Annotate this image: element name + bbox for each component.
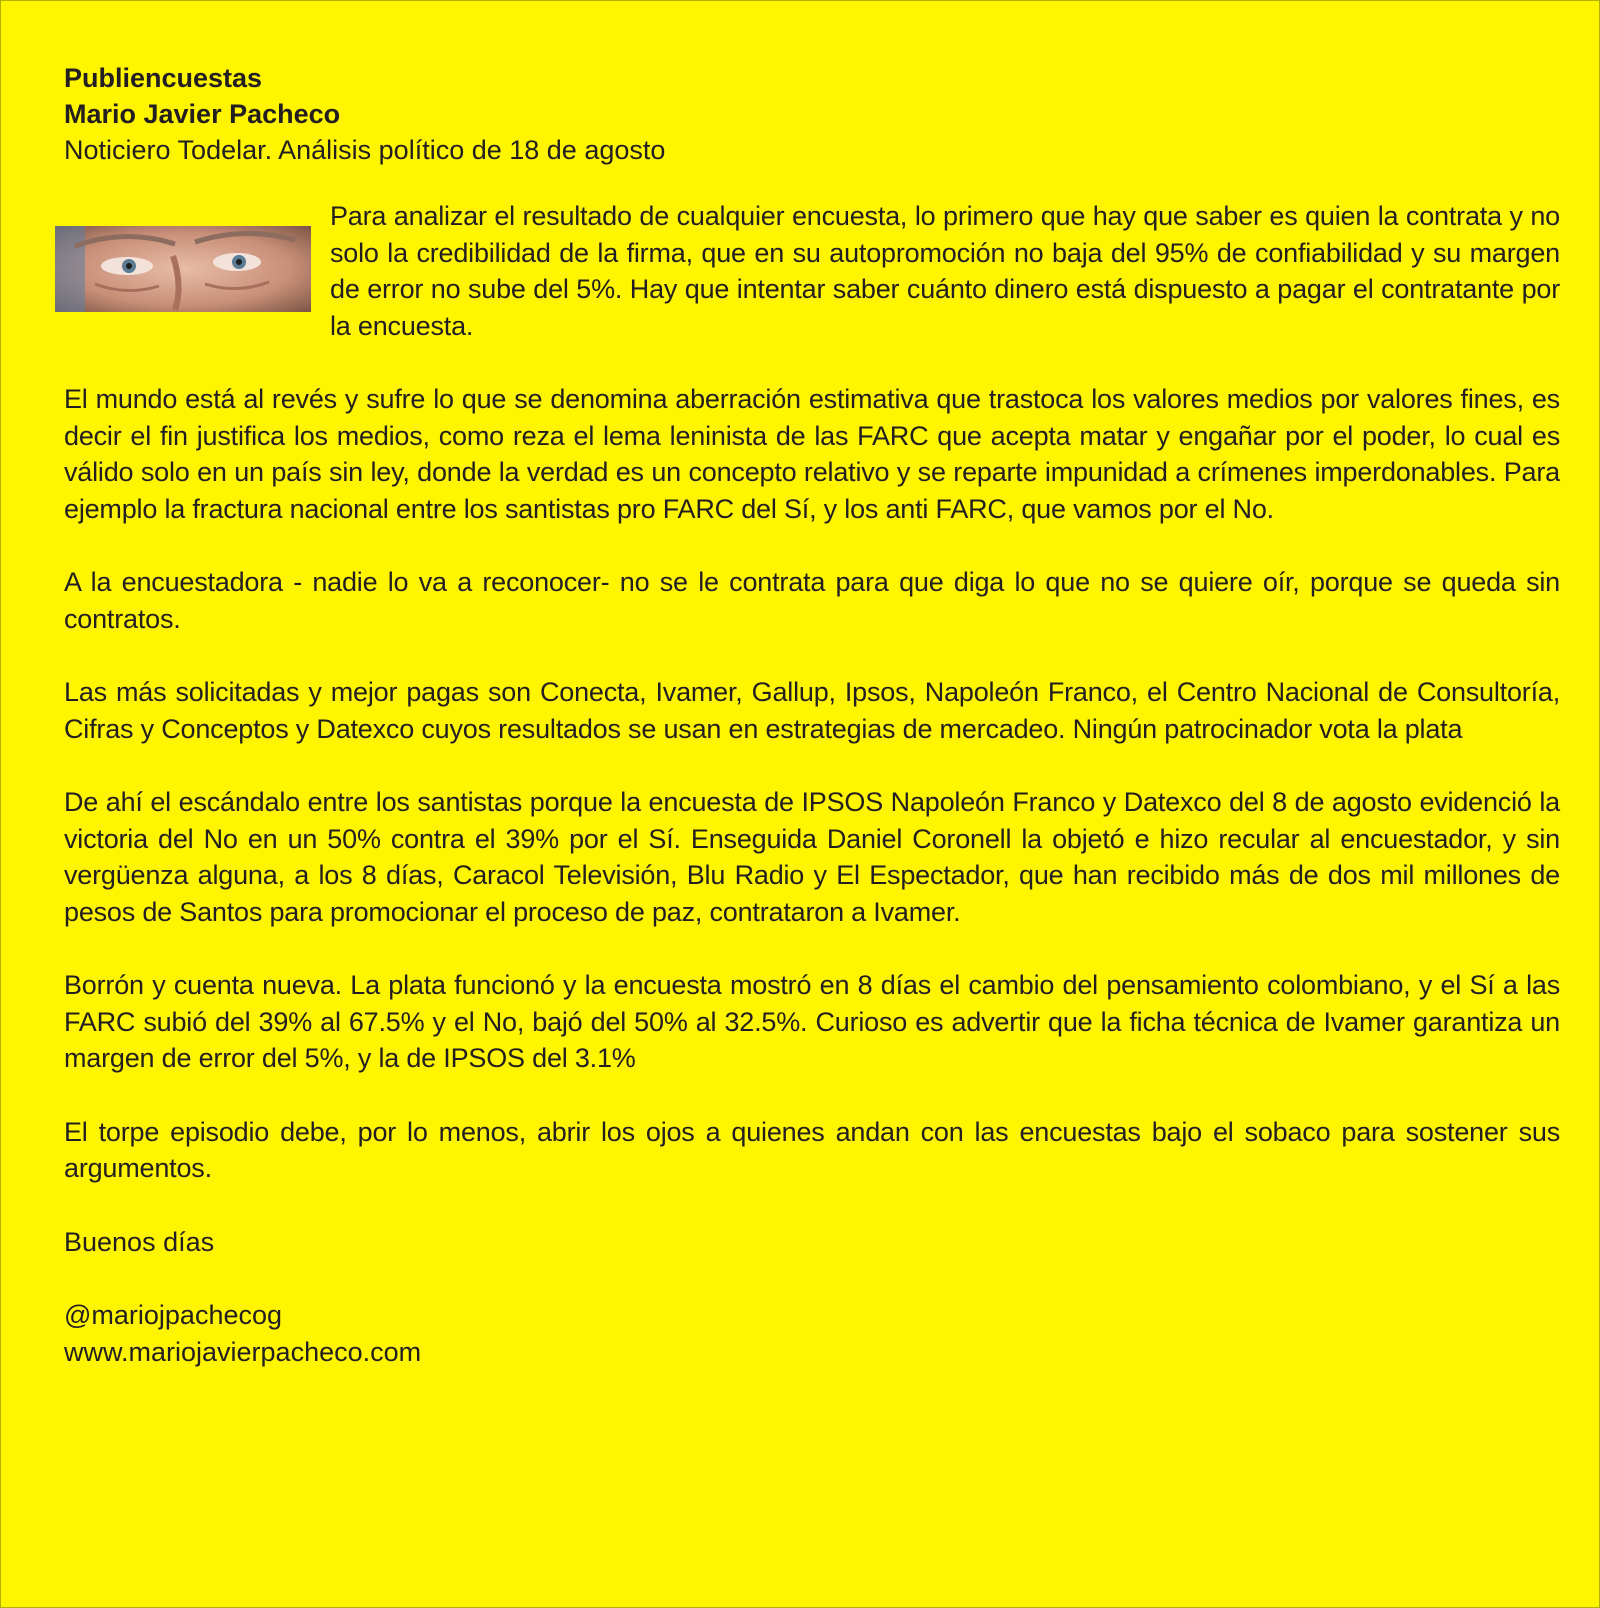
intro-block — [64, 198, 1560, 344]
paragraph-2: El mundo está al revés y sufre lo que se denomina aberración estimativa que trastoca los valores medios por valores fines, es decir el fin justifica los medios, como reza el lema leninista de las FARC que acepta matar y engañar por el poder, lo cual es válido solo en un país sin ley, donde la verdad es un concepto relativo y se reparte impunidad a crímenes imperdonables. Para ejemplo la fractura nacional entre los santistas pro FARC del Sí, y los anti FARC, que vamos por el No. — [64, 384, 1560, 524]
outlet-title: Publiencuestas — [64, 63, 263, 93]
spacer — [64, 930, 1560, 967]
article — [64, 60, 1560, 1370]
intro-paragraph-wrap — [330, 198, 1560, 344]
twitter-handle: @mariojpachecog — [64, 1300, 283, 1330]
paragraph-1: Para analizar el resultado de cualquier encuesta, lo primero que hay que saber es quien la contrata y no solo la credibilidad de la firma, que en su autopromoción no baja del 95% de confiabilidad y su margen de error no sube del 5%. Hay que intentar saber cuánto dinero está dispuesto a pagar el contratante por la encuesta. — [330, 201, 1560, 341]
spacer — [64, 1260, 1560, 1297]
paragraph-3: A la encuestadora - nadie lo va a reconocer- no se le contrata para que diga lo que no se quiere oír, porque se queda sin contratos. — [64, 567, 1560, 634]
website-link: www.mariojavierpacheco.com — [64, 1336, 422, 1367]
paragraph-5: De ahí el escándalo entre los santistas porque la encuesta de IPSOS Napoleón Franco y Datexco del 8 de agosto evidenció la victoria del No en un 50% contra el 39% por el Sí. Enseguida Daniel Coronell la objetó e hizo recular al encuestador, y sin vergüenza alguna, a los 8 días, Caracol Televisión, Blu Radio y El Espectador, que han recibido más de dos mil millones de pesos de Santos para promocionar el proceso de paz, contrataron a Ivamer. — [64, 787, 1560, 927]
spacer — [64, 527, 1560, 564]
author-photo-icon — [55, 226, 311, 312]
spacer — [64, 1187, 1560, 1224]
paragraph-7: El torpe episodio debe, por lo menos, abrir los ojos a quienes andan con las encuestas bajo el sobaco para sostener sus argumentos. — [64, 1116, 1560, 1183]
source-line: Noticiero Todelar. Análisis político de 18 de agosto — [64, 135, 666, 165]
author-name: Mario Javier Pacheco — [64, 99, 341, 129]
spacer — [64, 637, 1560, 674]
spacer — [64, 747, 1560, 784]
author-photo — [55, 226, 311, 312]
closing-greeting: Buenos días — [64, 1226, 215, 1257]
spacer — [64, 344, 1560, 381]
paragraph-6: Borrón y cuenta nueva. La plata funcionó y la encuesta mostró en 8 días el cambio del pensamiento colombiano, y el Sí a las FARC subió del 39% al 67.5% y el No, bajó del 50% al 32.5%. Curioso es advertir que la ficha técnica de Ivamer garantiza un margen de error del 5%, y la de IPSOS del 3.1% — [64, 970, 1560, 1073]
spacer — [64, 1077, 1560, 1114]
paragraph-4: Las más solicitadas y mejor pagas son Conecta, Ivamer, Gallup, Ipsos, Napoleón Franco, el Centro Nacional de Consultoría, Cifras y Conceptos y Datexco cuyos resultados se usan en estrategias de mercadeo. Ningún patrocinador vota la plata — [64, 677, 1560, 744]
